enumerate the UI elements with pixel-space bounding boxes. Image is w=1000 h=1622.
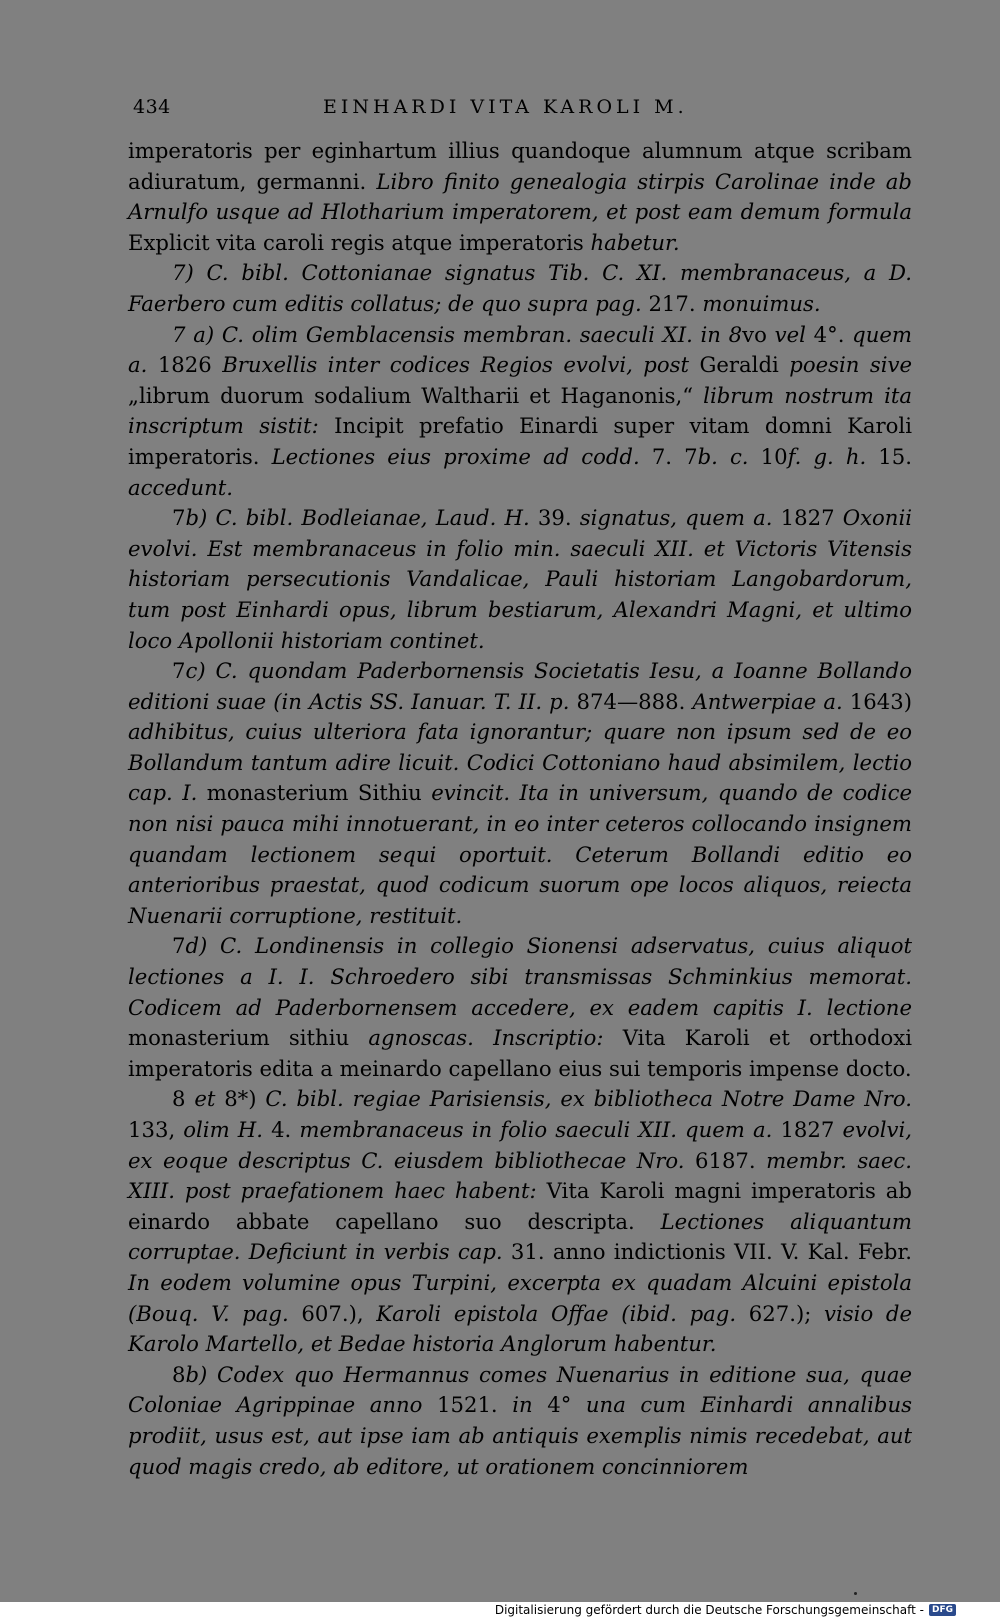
text-segment: 7 — [172, 933, 186, 959]
text-segment: Libro finito genealogia stirpis Carolinae inde ab Arnulfo usque ad Hlotharium imperatorem, et post eam demum formula — [128, 168, 912, 225]
text-segment: evincit. Ita in universum, quando de codice non nisi pauca mihi innotuerant, in eo inter ceteros collocando insignem quandam lectionem sequi oportuit. Ceterum Bollandi editio eo anterioribus praestat, quod codicum suorum ope locos aliquos, reiecta Nuenarii corruptione, restituit. — [128, 780, 912, 928]
footer-credit — [491, 1602, 960, 1618]
text-segment: habetur. — [590, 229, 680, 255]
text-segment: 1827 — [780, 505, 843, 531]
text-segment: 627.); — [748, 1300, 825, 1326]
text-segment: Lectiones eius proxime ad codd. — [271, 443, 652, 469]
text-segment: 15. — [878, 443, 912, 469]
running-title: EINHARDI VITA KAROLI M. — [323, 96, 688, 118]
text-segment: C. bibl. regiae Parisiensis, ex bibliotheca Notre Dame Nro. — [265, 1086, 913, 1112]
text-segment: 1826 — [157, 352, 223, 378]
text-segment: Oxonii evolvi. Est membranaceus in folio min. saeculi XII. et Victoris Vitensis historiam persecutionis Vandalicae, Pauli historiam Langobardorum, tum post Einhardi opus, librum bestiarum, Alexandri Magni, et ultimo loco Apollonii historiam continet. — [128, 505, 912, 653]
dfg-logo: DFG — [929, 1604, 956, 1616]
text-segment: agnoscas. Inscriptio: — [368, 1025, 623, 1051]
text-segment: 4° — [547, 1392, 586, 1418]
text-segment: adhibitus, cuius ulteriora fata ignorantur; quare non ipsum sed de eo Bollandum tantum adire licuit. Codici Cottoniano haud absimilem, lectio cap. I. — [128, 719, 912, 806]
text-segment: 7) C. bibl. Cottonianae signatus Tib. C. XI. membranaceus, a D. Faerbero cum editis collatus; de quo supra pag. — [128, 260, 912, 316]
text-segment: Vita Karoli et orthodoxi imperatoris edita a meinardo capellano eius sui temporis impense docto. — [128, 1025, 912, 1081]
text-segment: membr. saec. XIII. post praefationem haec habent: — [128, 1147, 913, 1204]
text-segment: b. c. — [697, 443, 761, 469]
text-segment: 7 — [172, 505, 186, 531]
text-segment: poesin sive — [789, 352, 913, 378]
text-segment: Explicit vita caroli regis atque imperatoris — [128, 229, 591, 255]
text-segment: et — [194, 1086, 225, 1112]
text-segment: 8 — [172, 1361, 186, 1387]
text-segment: 7. 7 — [651, 443, 698, 469]
page-number: 434 — [133, 96, 171, 118]
text-segment: 10 — [760, 443, 788, 469]
text-segment: 217. — [648, 290, 703, 316]
text-segment: 7 a) C. olim Gemblacensis membran. saeculi XI. in 8 — [172, 321, 743, 347]
scan-speck — [854, 1592, 857, 1595]
text-segment: in — [512, 1392, 548, 1418]
body-text — [128, 136, 912, 1482]
text-segment: Lectiones aliquantum corruptae. Deficiunt in verbis cap. — [128, 1208, 912, 1265]
text-segment: 607.), — [301, 1300, 377, 1326]
paragraph — [128, 1360, 912, 1482]
text-segment: 7 — [172, 658, 186, 684]
text-segment: 4°. — [813, 321, 853, 347]
paragraph — [128, 503, 912, 656]
text-segment: monasterium Sithiu — [206, 780, 432, 806]
text-segment: 1827 — [780, 1117, 843, 1142]
text-segment: monasterium sithiu — [128, 1025, 369, 1051]
paragraph — [128, 320, 912, 504]
text-segment: imperatoris per eginhartum illius quandoque alumnum atque scribam adiuratum, germanni. — [128, 138, 912, 194]
text-segment: 8*) — [224, 1086, 266, 1112]
text-segment: Geraldi — [699, 352, 790, 378]
text-segment: d) C. Londinensis in collegio Sionensi adservatus, cuius aliquot lectiones a I. I. Schroedero sibi transmissas Schminkius memorat. Codicem ad Paderbornensem accedere, ex eadem capitis I. lectione — [128, 933, 912, 1020]
page-header — [133, 92, 912, 122]
text-segment: vo — [742, 321, 767, 347]
text-segment: b) C. bibl. Bodleianae, Laud. H. — [185, 505, 538, 531]
text-segment: evolvi, ex eoque descriptus C. eiusdem bibliothecae Nro. — [128, 1117, 912, 1173]
text-segment: 8 — [172, 1086, 195, 1112]
text-segment: Bruxellis inter codices Regios evolvi, post — [222, 352, 700, 378]
text-segment: olim H. — [183, 1117, 272, 1142]
text-segment: Karoli epistola Offae (ibid. pag. — [376, 1300, 749, 1326]
text-segment: b) Codex quo Hermannus comes Nuenarius in editione sua, quae Coloniae Agrippinae anno — [128, 1361, 912, 1418]
text-segment: signatus, quem a. — [579, 505, 781, 531]
text-segment: 31. anno indictionis VII. V. Kal. Febr. — [510, 1239, 912, 1265]
paragraph — [128, 931, 912, 1084]
text-segment: visio de Karolo Martello, et Bedae historia Anglorum habentur. — [128, 1300, 912, 1357]
text-segment: 874—888. — [576, 688, 693, 714]
text-segment: 1643) — [849, 688, 912, 714]
text-segment: In eodem volumine opus Turpini, excerpta ex quadam Alcuini epistola (Bouq. V. pag. — [128, 1269, 912, 1326]
text-segment: accedunt. — [128, 474, 234, 500]
footer-credit-text: Digitalisierung gefördert durch die Deutsche Forschungsgemeinschaft - — [494, 1603, 924, 1617]
text-segment: 6187. — [694, 1147, 767, 1173]
text-segment: vel — [766, 321, 814, 347]
text-segment: monuimus. — [702, 290, 821, 316]
paragraph — [128, 1084, 912, 1359]
text-segment: librum nostrum ita inscriptum sistit: — [128, 382, 913, 439]
text-segment: Antwerpiae a. — [692, 688, 850, 714]
text-segment: 133, — [128, 1117, 184, 1142]
text-segment: 4. — [271, 1117, 300, 1142]
text-segment: 39. — [537, 505, 580, 531]
text-segment: Vita Karoli magni imperatoris ab einardo abbate capellano suo descripta. — [128, 1178, 912, 1234]
text-segment: c) C. quondam Paderbornensis Societatis Iesu, a Ioanne Bollando editioni suae (in Actis SS. Ianuar. T. II. p. — [128, 658, 912, 714]
text-segment: „librum duorum sodalium Waltharii et Haganonis,“ — [128, 382, 704, 408]
paragraph — [128, 258, 912, 319]
text-segment: f. g. h. — [787, 443, 879, 469]
paragraph — [128, 136, 912, 258]
text-segment: una cum Einhardi annalibus prodiit, usus est, aut ipse iam ab antiquis exemplis nimis recedebat, aut quod magis credo, ab editore, ut orationem concinniorem — [128, 1392, 912, 1479]
paragraph — [128, 656, 912, 931]
text-segment: Incipit prefatio Einardi super vitam domni Karoli imperatoris. — [128, 413, 912, 469]
text-segment: 1521. — [437, 1392, 513, 1418]
text-segment: quem a. — [128, 321, 912, 378]
text-segment: membranaceus in folio saeculi XII. quem a. — [299, 1117, 781, 1142]
